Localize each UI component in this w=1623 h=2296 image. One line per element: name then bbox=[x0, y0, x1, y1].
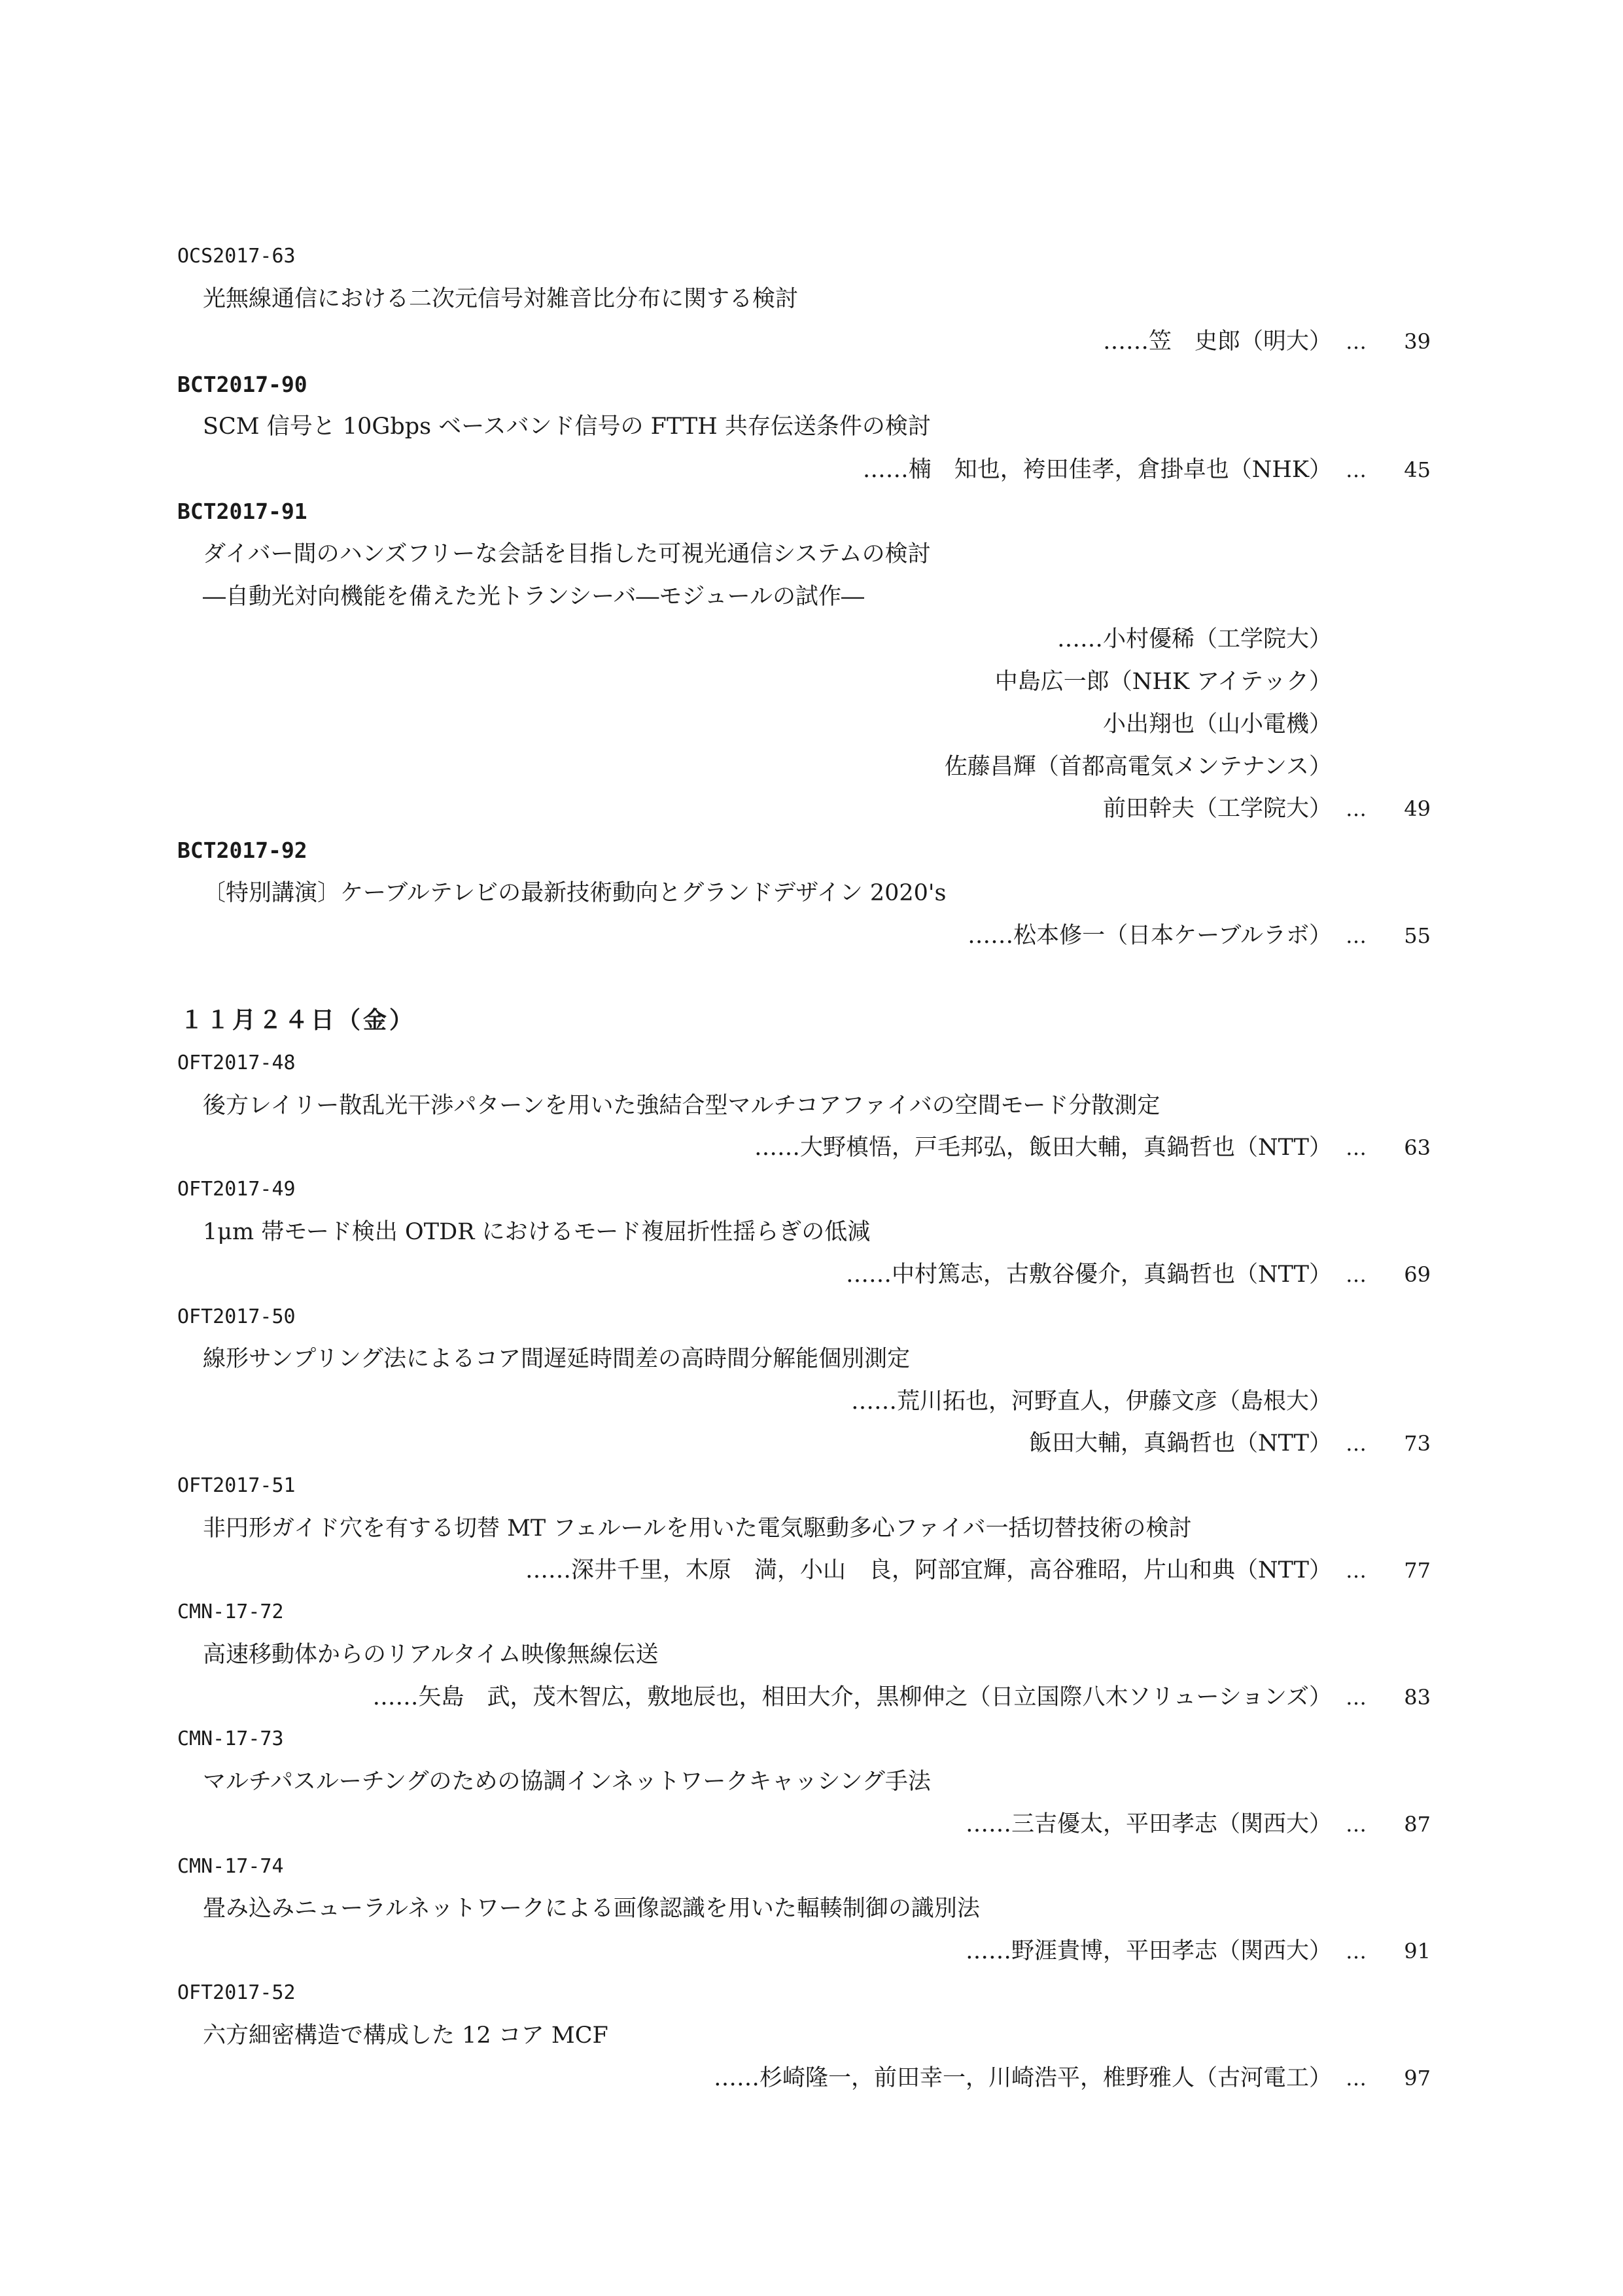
leader-dots: … bbox=[1346, 2066, 1367, 2091]
page-number: 91 bbox=[1404, 1939, 1431, 1964]
page-number: 77 bbox=[1404, 1558, 1431, 1583]
paper-code: OFT2017-51 bbox=[177, 1474, 296, 1497]
paper-authors: ……野涯貴博，平田孝志（関西大） bbox=[965, 1938, 1332, 1964]
paper-code: OCS2017-63 bbox=[177, 245, 296, 268]
paper-authors: ……杉崎隆一，前田幸一，川崎浩平，椎野雅人（古河電工） bbox=[713, 2065, 1332, 2091]
page-number: 69 bbox=[1404, 1262, 1431, 1287]
leader-dots: … bbox=[1346, 1812, 1367, 1837]
paper-code: BCT2017-90 bbox=[177, 372, 307, 397]
paper-authors: 小出翔也（山小電機） bbox=[1102, 711, 1332, 737]
paper-authors: 中島広一郎（NHK アイテック） bbox=[994, 669, 1332, 695]
leader-dots: … bbox=[1346, 329, 1367, 354]
paper-title: 光無線通信における二次元信号対雑音比分布に関する検討 bbox=[203, 286, 799, 312]
page-number: 83 bbox=[1404, 1685, 1431, 1710]
paper-authors: 飯田大輔，真鍋哲也（NTT） bbox=[1029, 1430, 1332, 1457]
paper-authors: ……深井千里，木原 満，小山 良，阿部宜輝，高谷雅昭，片山和典（NTT） bbox=[525, 1557, 1332, 1583]
paper-authors: 前田幹夫（工学院大） bbox=[1102, 796, 1332, 822]
paper-authors: ……小村優稀（工学院大） bbox=[1056, 626, 1332, 652]
paper-code: BCT2017-92 bbox=[177, 838, 307, 863]
leader-dots: … bbox=[1346, 1431, 1367, 1456]
leader-dots: … bbox=[1346, 1135, 1367, 1160]
page-number: 55 bbox=[1404, 923, 1431, 948]
paper-title: 線形サンプリング法によるコア間遅延時間差の高時間分解能個別測定 bbox=[203, 1346, 911, 1372]
paper-authors: ……荒川拓也，河野直人，伊藤文彦（島根大） bbox=[850, 1388, 1332, 1415]
leader-dots: … bbox=[1346, 923, 1367, 948]
paper-code: CMN-17-72 bbox=[177, 1600, 284, 1623]
paper-authors: ……松本修一（日本ケーブルラボ） bbox=[968, 923, 1332, 949]
paper-code: OFT2017-49 bbox=[177, 1178, 296, 1201]
leader-dots: … bbox=[1346, 457, 1367, 482]
leader-dots: … bbox=[1346, 1685, 1367, 1710]
paper-title: ダイバー間のハンズフリーな会話を目指した可視光通信システムの検討 bbox=[203, 541, 931, 567]
page-number: 73 bbox=[1404, 1431, 1431, 1456]
leader-dots: … bbox=[1346, 1262, 1367, 1287]
paper-authors: ……大野槙悟，戸毛邦弘，飯田大輔，真鍋哲也（NTT） bbox=[754, 1135, 1332, 1161]
paper-title: 高速移動体からのリアルタイム映像無線伝送 bbox=[203, 1642, 659, 1668]
leader-dots: … bbox=[1346, 796, 1367, 821]
paper-code: BCT2017-91 bbox=[177, 499, 307, 524]
paper-title: 1μm 帯モード検出 OTDR におけるモード複屈折性揺らぎの低減 bbox=[203, 1219, 871, 1245]
page-number: 49 bbox=[1404, 796, 1431, 821]
paper-authors: ……中村篤志，古敷谷優介，真鍋哲也（NTT） bbox=[846, 1262, 1332, 1288]
paper-title: SCM 信号と 10Gbps ベースバンド信号の FTTH 共存伝送条件の検討 bbox=[203, 414, 931, 440]
page-number: 45 bbox=[1404, 457, 1431, 482]
paper-authors: ……楠 知也，袴田佳孝，倉掛卓也（NHK） bbox=[862, 457, 1332, 483]
leader-dots: … bbox=[1346, 1558, 1367, 1583]
paper-title: マルチパスルーチングのための協調インネットワークキャッシング手法 bbox=[203, 1769, 931, 1795]
paper-title: 〔特別講演〕ケーブルテレビの最新技術動向とグランドデザイン 2020's bbox=[203, 880, 947, 906]
paper-code: OFT2017-50 bbox=[177, 1305, 296, 1328]
paper-title: 六方細密構造で構成した 12 コア MCF bbox=[203, 2022, 608, 2049]
date-heading: １１月２４日（金） bbox=[180, 1007, 416, 1034]
paper-authors: ……笠 史郎（明大） bbox=[1102, 328, 1332, 355]
paper-code: OFT2017-52 bbox=[177, 1981, 296, 2004]
paper-code: OFT2017-48 bbox=[177, 1051, 296, 1074]
paper-title: 後方レイリー散乱光干渉パターンを用いた強結合型マルチコアファイバの空間モード分散測定 bbox=[203, 1093, 1161, 1119]
paper-title: 非円形ガイド穴を有する切替 MT フェルールを用いた電気駆動多心ファイバ一括切替技術の検討 bbox=[203, 1515, 1192, 1542]
paper-subtitle: ―自動光対向機能を備えた光トランシーバ―モジュールの試作― bbox=[203, 584, 864, 610]
leader-dots: … bbox=[1346, 1939, 1367, 1964]
paper-authors: ……矢島 武，茂木智広，敷地辰也，相田大介，黒柳伸之（日立国際八木ソリューションズ） bbox=[372, 1684, 1332, 1710]
page-number: 87 bbox=[1404, 1812, 1431, 1837]
paper-title: 畳み込みニューラルネットワークによる画像認識を用いた輻輳制御の識別法 bbox=[203, 1896, 980, 1922]
page-number: 97 bbox=[1404, 2066, 1431, 2091]
page-number: 63 bbox=[1404, 1135, 1431, 1160]
paper-authors: ……三吉優太，平田孝志（関西大） bbox=[965, 1811, 1332, 1837]
paper-code: CMN-17-74 bbox=[177, 1855, 284, 1878]
paper-code: CMN-17-73 bbox=[177, 1727, 284, 1750]
paper-authors: 佐藤昌輝（首都高電気メンテナンス） bbox=[944, 754, 1332, 780]
page-number: 39 bbox=[1404, 329, 1431, 354]
